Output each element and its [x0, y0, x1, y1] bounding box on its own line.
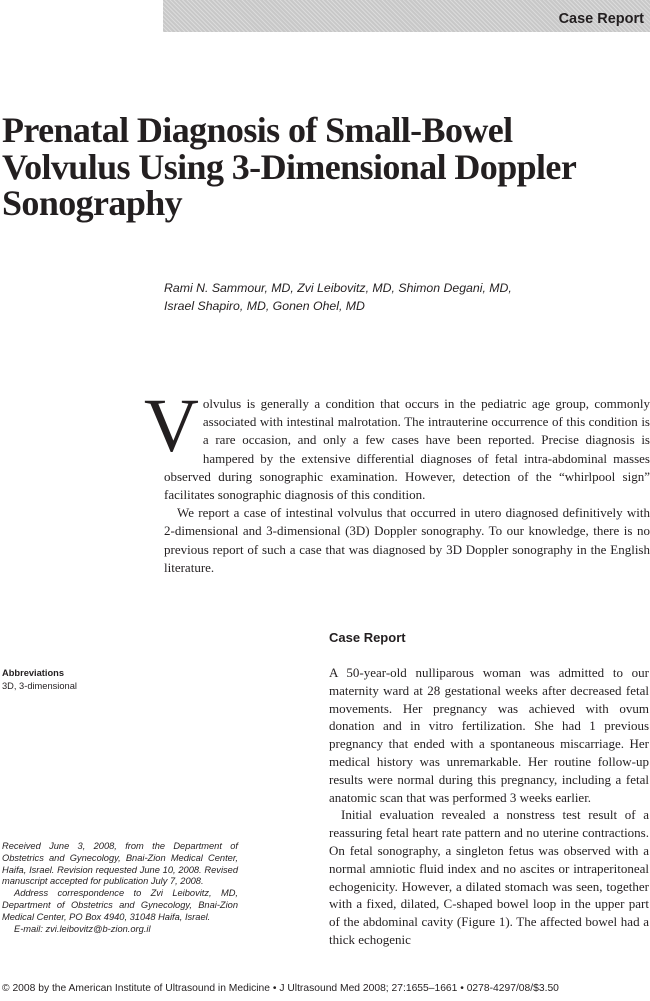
abbreviations-text: 3D, 3-dimensional — [2, 681, 77, 691]
abstract-paragraph-1-text: olvulus is generally a condition that occurs in the pediatric age group, commonly associated with intestinal malrotation. The intrauterine occurrence of this condition is a rare occasion, and only a few cases have been reported. Precise diagnosis is hampered by the extensive differential diagnoses of fetal intra-abdominal masses observed during sonographic examination. However, detection of the “whirlpool sign” facilitates sonographic diagnosis of this condition. — [164, 396, 650, 503]
received-text: Received June 3, 2008, from the Department of Obstetrics and Gynecology, Bnai-Zion Medical Center, Haifa, Israel. Revision requested June 10, 2008. Revised manuscript accepted for publication July 7, 2008. — [2, 841, 238, 887]
drop-cap: V — [144, 384, 199, 468]
section-label: Case Report — [558, 11, 644, 27]
case-report-heading: Case Report — [329, 630, 406, 645]
author-line-1: Rami N. Sammour, MD, Zvi Leibovitz, MD, Shimon Degani, MD, — [164, 281, 512, 295]
case-paragraph-2: Initial evaluation revealed a nonstress test result of a reassuring fetal heart rate pattern and no uterine contractions. On fetal sonography, a singleton fetus was observed with a normal amniotic fluid index and no ascites or intraperitoneal echogenicity. However, a dilated stomach was seen, together with a fixed, dilated, C-shaped bowel loop in the upper part of the abdominal cavity (Figure 1). The affected bowel had a thick echogenic — [329, 807, 649, 947]
abbreviations-title: Abbreviations — [2, 668, 64, 678]
article-title: Prenatal Diagnosis of Small-Bowel Volvulus Using 3-Dimensional Doppler Sonography — [2, 110, 576, 223]
abbreviations-box — [2, 667, 152, 693]
received-note — [2, 841, 238, 935]
footer-citation: © 2008 by the American Institute of Ultrasound in Medicine • J Ultrasound Med 2008; 27:1655–1661 • 0278-4297/08/$3.50 — [2, 983, 559, 994]
correspondence-text: Address correspondence to Zvi Leibovitz, MD, Department of Obstetrics and Gynecology, Bnai-Zion Medical Center, PO Box 4940, 31048 Haifa, Israel. — [2, 888, 238, 922]
header-bar — [163, 0, 650, 32]
author-list — [164, 279, 564, 315]
case-paragraph-1: A 50-year-old nulliparous woman was admitted to our maternity ward at 28 gestational weeks after decreased fetal movements. Her pregnancy was achieved with ovum donation and in vitro fertilization. She had 1 previous pregnancy that ended with a spontaneous miscarriage. Her medical history was unremarkable. Her routine follow-up results were normal during this pregnancy, including a fetal anatomic scan that was performed 3 weeks earlier. — [329, 665, 649, 805]
author-line-2: Israel Shapiro, MD, Gonen Ohel, MD — [164, 299, 365, 313]
case-report-body — [329, 664, 649, 949]
abstract-paragraph-1 — [144, 384, 650, 504]
abstract — [144, 384, 650, 577]
abstract-paragraph-2: We report a case of intestinal volvulus that occurred in utero diagnosed definitively with 2-dimensional and 3-dimensional (3D) Doppler sonography. To our knowledge, there is no previous report of such a case that was diagnosed by 3D Doppler sonography in the English literature. — [164, 505, 650, 575]
email-text: E-mail: zvi.leibovitz@b-zion.org.il — [14, 923, 151, 934]
